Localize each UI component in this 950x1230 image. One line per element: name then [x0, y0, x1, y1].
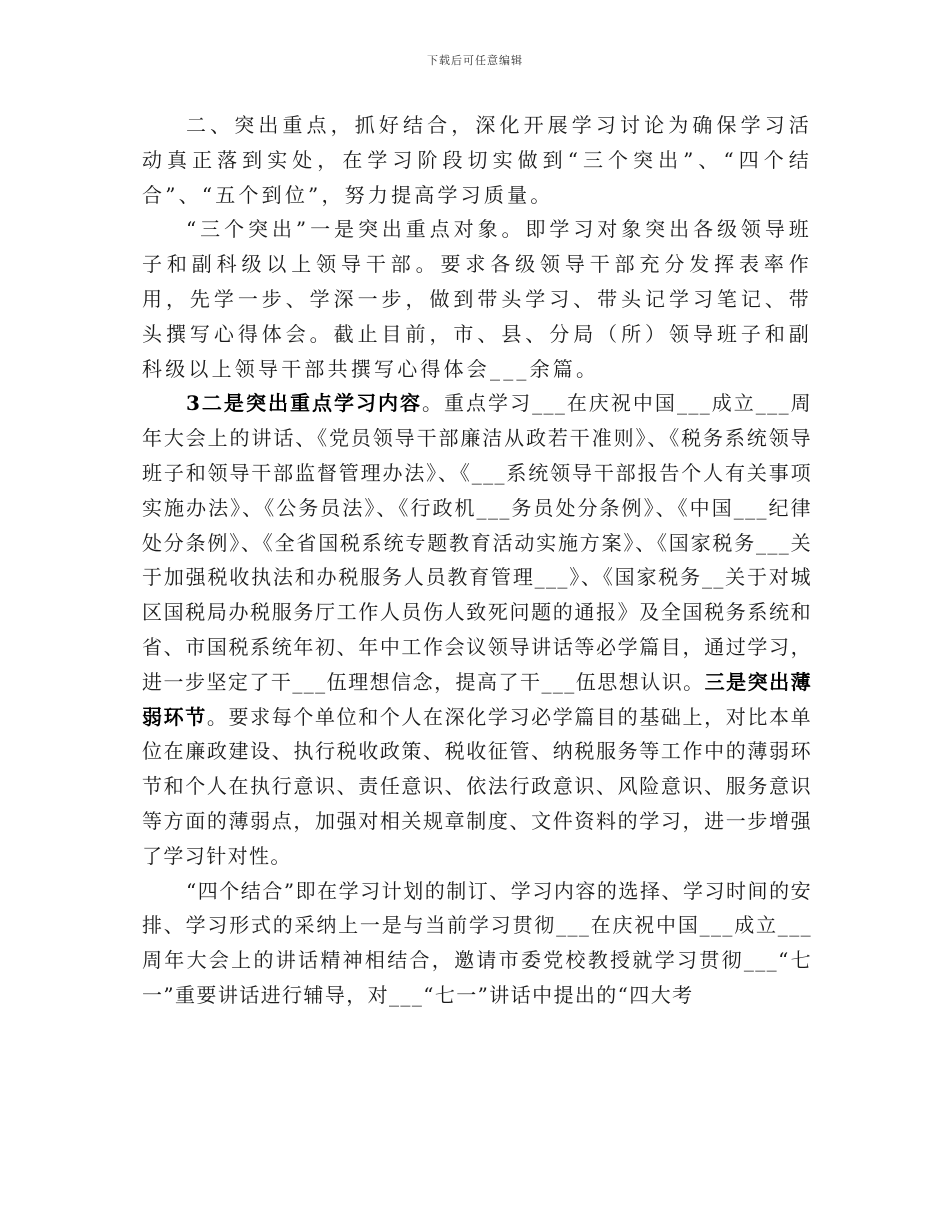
bold-heading-key-content: 3二是突出重点学习内容 — [186, 391, 423, 416]
document-body — [142, 108, 812, 1013]
paragraph-four-combinations: “四个结合”即在学习计划的制订、学习内容的选择、学习时间的安排、学习形式的采纳上一是与当前学习贯彻___在庆祝中国___成立___周年大会上的讲话精神相结合，邀请市委党校教授就学习贯彻___“七一”重要讲话进行辅导，对___“七一”讲话中提出的“四大考 — [142, 878, 812, 1007]
paragraph-text: 。要求每个单位和个人在深化学习必学篇目的基础上，对比本单位在廉政建设、执行税收政策、税收征管、纳税服务等工作中的薄弱环节和个人在执行意识、责任意识、依法行政意识、风险意识、服务意识等方面的薄弱点，加强对相关规章制度、文件资料的学习，进一步增强了学习针对性。 — [142, 704, 812, 868]
paragraph-section-two-intro: 二、突出重点，抓好结合，深化开展学习讨论为确保学习活动真正落到实处，在学习阶段切实做到“三个突出”、“四个结合”、“五个到位”，努力提高学习质量。 — [142, 113, 812, 207]
page-header: 下载后可任意编辑 — [427, 54, 523, 67]
paragraph-three-highlights-second — [142, 386, 812, 873]
paragraph-text: 。重点学习___在庆祝中国___成立___周年大会上的讲话、《党员领导干部廉洁从政若干准则》、《税务系统领导班子和领导干部监督管理办法》、《___系统领导干部报告个人有关事项实施办法》、《公务员法》、《行政机___务员处分条例》、《中国___纪律处分条例》、《全省国税系统专题教育活动实施方案》、《国家税务___关于加强税收执法和办税服务人员教育管理___》、《国家税务__关于对城区国税局办税服务厅工作人员伤人致死问题的通报》及全国税务系统和省、市国税系统年初、年中工作会议领导讲话等必学篇目，通过学习，进一步坚定了干___伍理想信念，提高了干___伍思想认识。 — [142, 391, 812, 694]
bold-heading-weak-links: 三是突出薄弱环节 — [142, 669, 813, 729]
paragraph-three-highlights-first: “三个突出”一是突出重点对象。即学习对象突出各级领导班子和副科级以上领导干部。要求各级领导干部充分发挥表率作用，先学一步、学深一步，做到带头学习、带头记学习笔记、带头撰写心得体会。截止目前，市、县、分局（所）领导班子和副科级以上领导干部共撰写心得体会___余篇。 — [142, 217, 812, 381]
